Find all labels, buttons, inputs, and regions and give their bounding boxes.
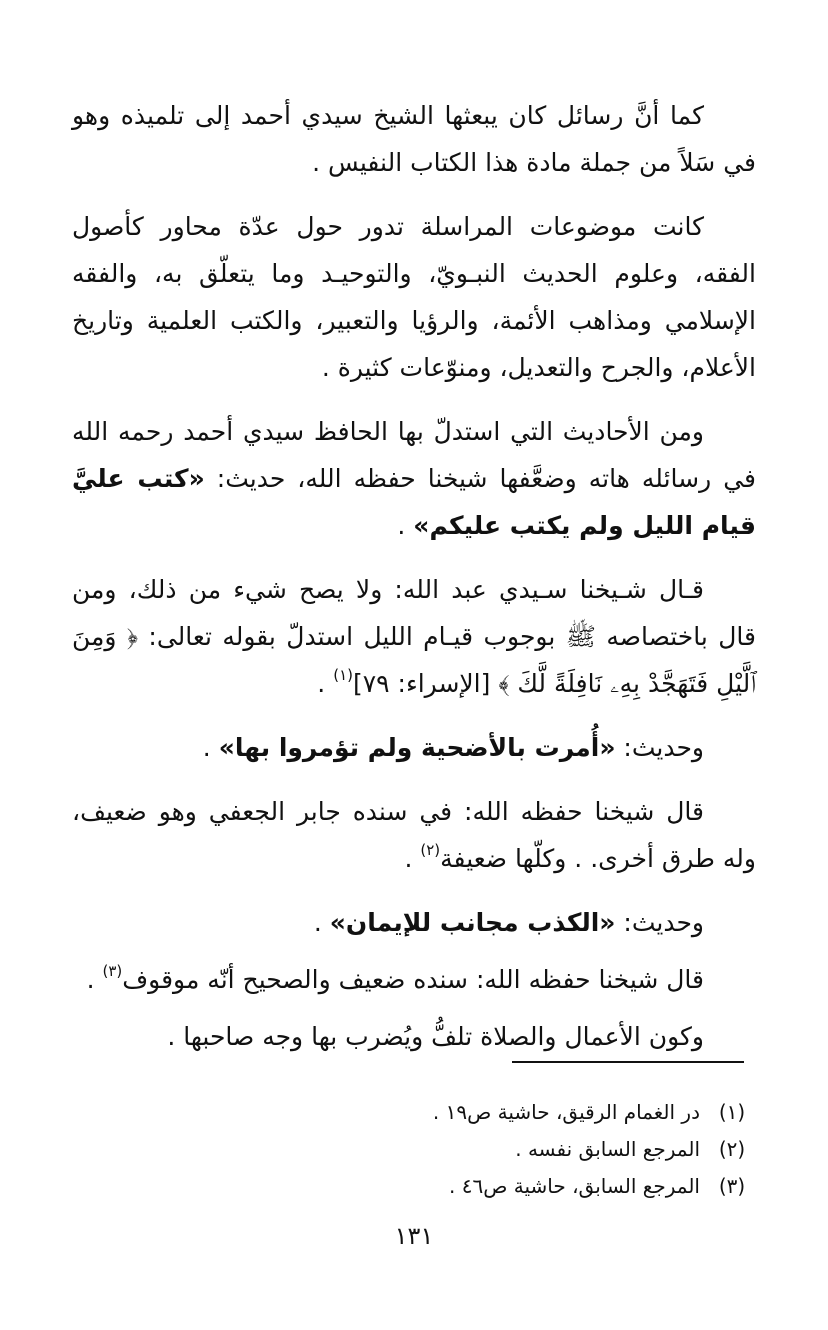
- footnote-text: المرجع السابق، حاشية ص٤٦ .: [449, 1174, 700, 1198]
- paragraph-end: .: [313, 908, 330, 937]
- paragraph-hadith-lying: [72, 899, 756, 946]
- footnote-item: [250, 1094, 750, 1131]
- paragraph-text: قال شيخنا حفظه الله: في سنده جابر الجعفي وهو ضعيف، وله طرق أخرى. . وكلّها ضعيفة: [72, 797, 756, 873]
- paragraph-sheikh-comment-2: [72, 788, 756, 882]
- paragraph-text: ومن الأحاديث التي استدلّ بها الحافظ سيدي أحمد رحمه الله في رسائله هاته وضعَّفها شيخنا حفظه الله، حديث:: [72, 417, 756, 493]
- paragraph-text: وحديث:: [615, 733, 704, 762]
- paragraph-hadith-night-prayer: [72, 408, 756, 549]
- paragraph-end: .: [202, 733, 219, 762]
- paragraph-deeds-prayer: [72, 1013, 756, 1060]
- paragraph-end: .: [317, 669, 334, 698]
- footnote-ref: (٢): [420, 841, 441, 859]
- footnote-number: (١): [718, 1100, 746, 1124]
- footnote-item: [250, 1168, 750, 1205]
- hadith-quote: «أُمرت بالأضحية ولم تؤمروا بها»: [218, 733, 616, 762]
- footnote-number: (٢): [718, 1137, 746, 1161]
- footnotes: [250, 1094, 750, 1205]
- paragraph-sheikh-comment-3: [72, 956, 756, 1003]
- paragraph-text: وكون الأعمال والصلاة تلفُّ ويُضرب بها وجه صاحبها .: [167, 1022, 704, 1051]
- paragraph-end: .: [404, 844, 421, 873]
- footnote-ref: (٣): [102, 962, 123, 980]
- main-text: [72, 92, 756, 1077]
- footnote-divider: [512, 1061, 744, 1063]
- paragraph-letters-intro: [72, 92, 756, 186]
- paragraph-topics: [72, 203, 756, 391]
- paragraph-text: وحديث:: [615, 908, 704, 937]
- footnote-text: در الغمام الرقيق، حاشية ص١٩ .: [432, 1100, 700, 1124]
- hadith-quote: «الكذب مجانب للإيمان»: [329, 908, 616, 937]
- paragraph-end: .: [397, 511, 414, 540]
- footnote-item: [250, 1131, 750, 1168]
- paragraph-text: قال شيخنا حفظه الله: سنده ضعيف والصحيح أنّه موقوف: [122, 965, 704, 994]
- paragraph-end: .: [86, 965, 103, 994]
- paragraph-text: كانت موضوعات المراسلة تدور حول عدّة محاور كأصول الفقه، وعلوم الحديث النبـويّ، والتوحيـد وما يتعلّق به، والفقه الإسلامي ومذاهب الأئمة، والرؤيا والتعبير، والكتب العلمية وتاريخ الأعلام، والجرح والتعديل، ومنوّعات كثيرة .: [72, 212, 756, 382]
- footnote-number: (٣): [718, 1174, 746, 1198]
- footnote-text: المرجع السابق نفسه .: [515, 1137, 700, 1161]
- page-number: ١٣١: [394, 1222, 434, 1250]
- paragraph-text: كما أنَّ رسائل كان يبعثها الشيخ سيدي أحمد إلى تلميذه وهو في سَلاً من جملة مادة هذا الكتاب النفيس .: [72, 101, 756, 177]
- paragraph-text: قـال شـيخنا سـيدي عبد الله: ولا يصح شيء من ذلك، ومن قال باختصاصه ﷺ بوجوب قيـام الليل استدلّ بقوله تعالى: ﴿ وَمِنَ ٱلَّيْلِ فَتَهَجَّدْ بِهِۦ نَافِلَةً لَّكَ ﴾ [الإسراء: ٧٩]: [72, 575, 756, 698]
- hadith-quote: «كتب عليَّ قيام الليل ولم يكتب عليكم»: [72, 464, 756, 540]
- footnote-ref: (١): [333, 666, 353, 684]
- paragraph-sheikh-comment-1: [72, 566, 756, 707]
- paragraph-hadith-udhiya: [72, 724, 756, 771]
